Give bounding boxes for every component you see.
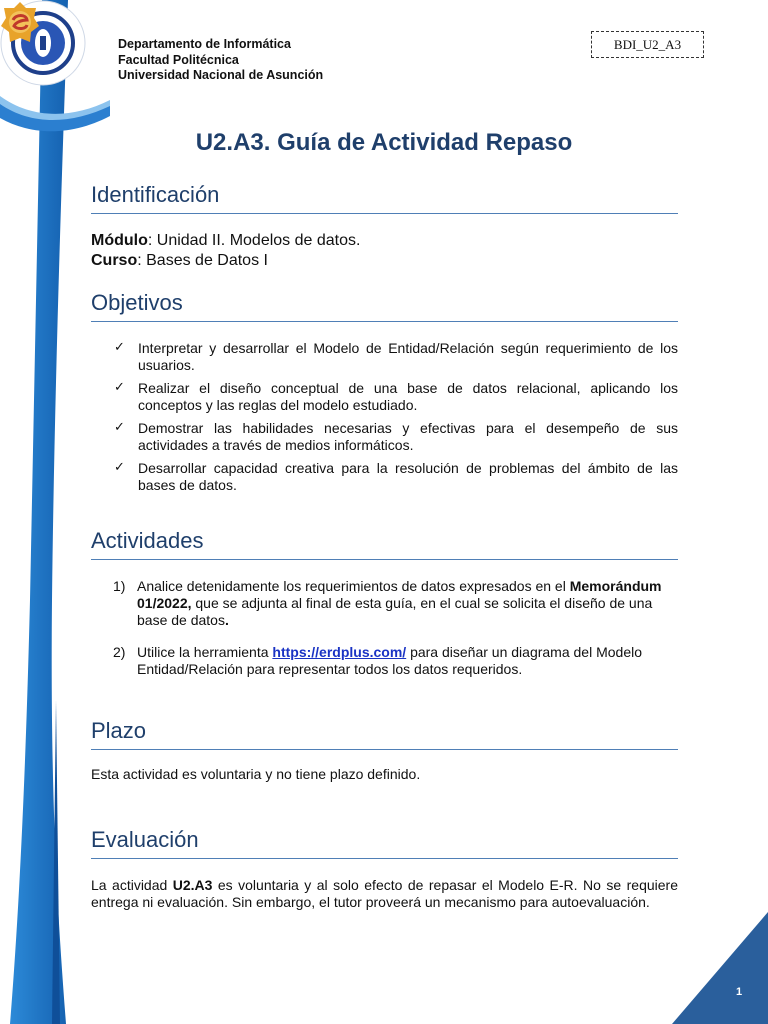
list-item (91, 380, 678, 414)
university-name: Universidad Nacional de Asunción (118, 68, 324, 82)
page-number: 1 (736, 986, 743, 998)
item-number: 1) (113, 578, 126, 594)
institution-header (118, 37, 323, 84)
activities-section (91, 528, 678, 693)
checkmark-icon: ✓ (114, 460, 125, 475)
activity-text: Analice detenidamente los requerimientos de datos expresados en el (137, 578, 570, 594)
activity-end: . (224, 612, 229, 628)
item-number: 2) (113, 644, 126, 660)
memorandum-ref: Memorándum 01/2022, (137, 578, 662, 611)
course-label: Curso (91, 252, 138, 269)
module-line (91, 231, 678, 251)
list-item (91, 578, 678, 629)
evaluation-section (91, 827, 678, 911)
evaluation-text (91, 877, 678, 911)
objectives-section (91, 290, 678, 500)
list-item (91, 420, 678, 454)
identification-section (91, 182, 678, 271)
deadline-text: Esta actividad es voluntaria y no tiene plazo definido. (91, 766, 421, 782)
deadline-heading: Plazo (91, 718, 678, 750)
erdplus-link[interactable]: https://erdplus.com/ (272, 644, 407, 660)
activity-text: que se adjunta al final de esta guía, en el cual se solicita el diseño de una base de datos (137, 595, 653, 628)
identification-details (91, 231, 678, 271)
course-value: : Bases de Datos I (137, 252, 268, 269)
list-item (91, 644, 678, 678)
activity-text: Utilice la herramienta (137, 644, 273, 660)
activity-text: para diseñar un diagrama del Modelo Entidad/Relación para representar todos los datos requeridos. (137, 644, 642, 677)
activities-heading: Actividades (91, 528, 678, 560)
module-label: Módulo (91, 232, 148, 249)
activities-list (91, 578, 678, 678)
page-title: U2.A3. Guía de Actividad Repaso (195, 129, 573, 156)
objective-text: Demostrar las habilidades necesarias y efectivas para el desempeño de sus actividades a través de medios informáticos. (138, 420, 678, 453)
checkmark-icon: ✓ (114, 380, 125, 395)
faculty-badge-icon (0, 0, 40, 44)
list-item (91, 460, 678, 494)
objective-text: Realizar el diseño conceptual de una base de datos relacional, aplicando los conceptos y las reglas del modelo estudiado. (138, 380, 678, 413)
course-line (91, 251, 678, 271)
list-item (91, 340, 678, 374)
evaluation-text-part: La actividad (91, 877, 173, 893)
corner-decoration (672, 912, 768, 1024)
module-value: : Unidad II. Modelos de datos. (147, 232, 361, 249)
checkmark-icon: ✓ (114, 340, 125, 355)
objective-text: Desarrollar capacidad creativa para la resolución de problemas del ámbito de las bases de datos. (138, 460, 678, 493)
identification-heading: Identificación (91, 182, 678, 214)
checkmark-icon: ✓ (114, 420, 125, 435)
objective-text: Interpretar y desarrollar el Modelo de Entidad/Relación según requerimiento de los usuarios. (138, 340, 678, 373)
department-name: Departamento de Informática (118, 37, 291, 51)
document-code: BDI_U2_A3 (591, 31, 704, 58)
objectives-list (91, 340, 678, 494)
evaluation-text-part: es voluntaria y al solo efecto de repasar el Modelo E-R. No se requiere entrega ni evaluación. Sin embargo, el tutor proveerá un mecanismo para autoevaluación. (91, 877, 678, 910)
deadline-section (91, 718, 678, 783)
activity-code: U2.A3 (172, 877, 213, 893)
faculty-name: Facultad Politécnica (118, 52, 239, 67)
evaluation-heading: Evaluación (91, 827, 678, 859)
objectives-heading: Objetivos (91, 290, 678, 322)
